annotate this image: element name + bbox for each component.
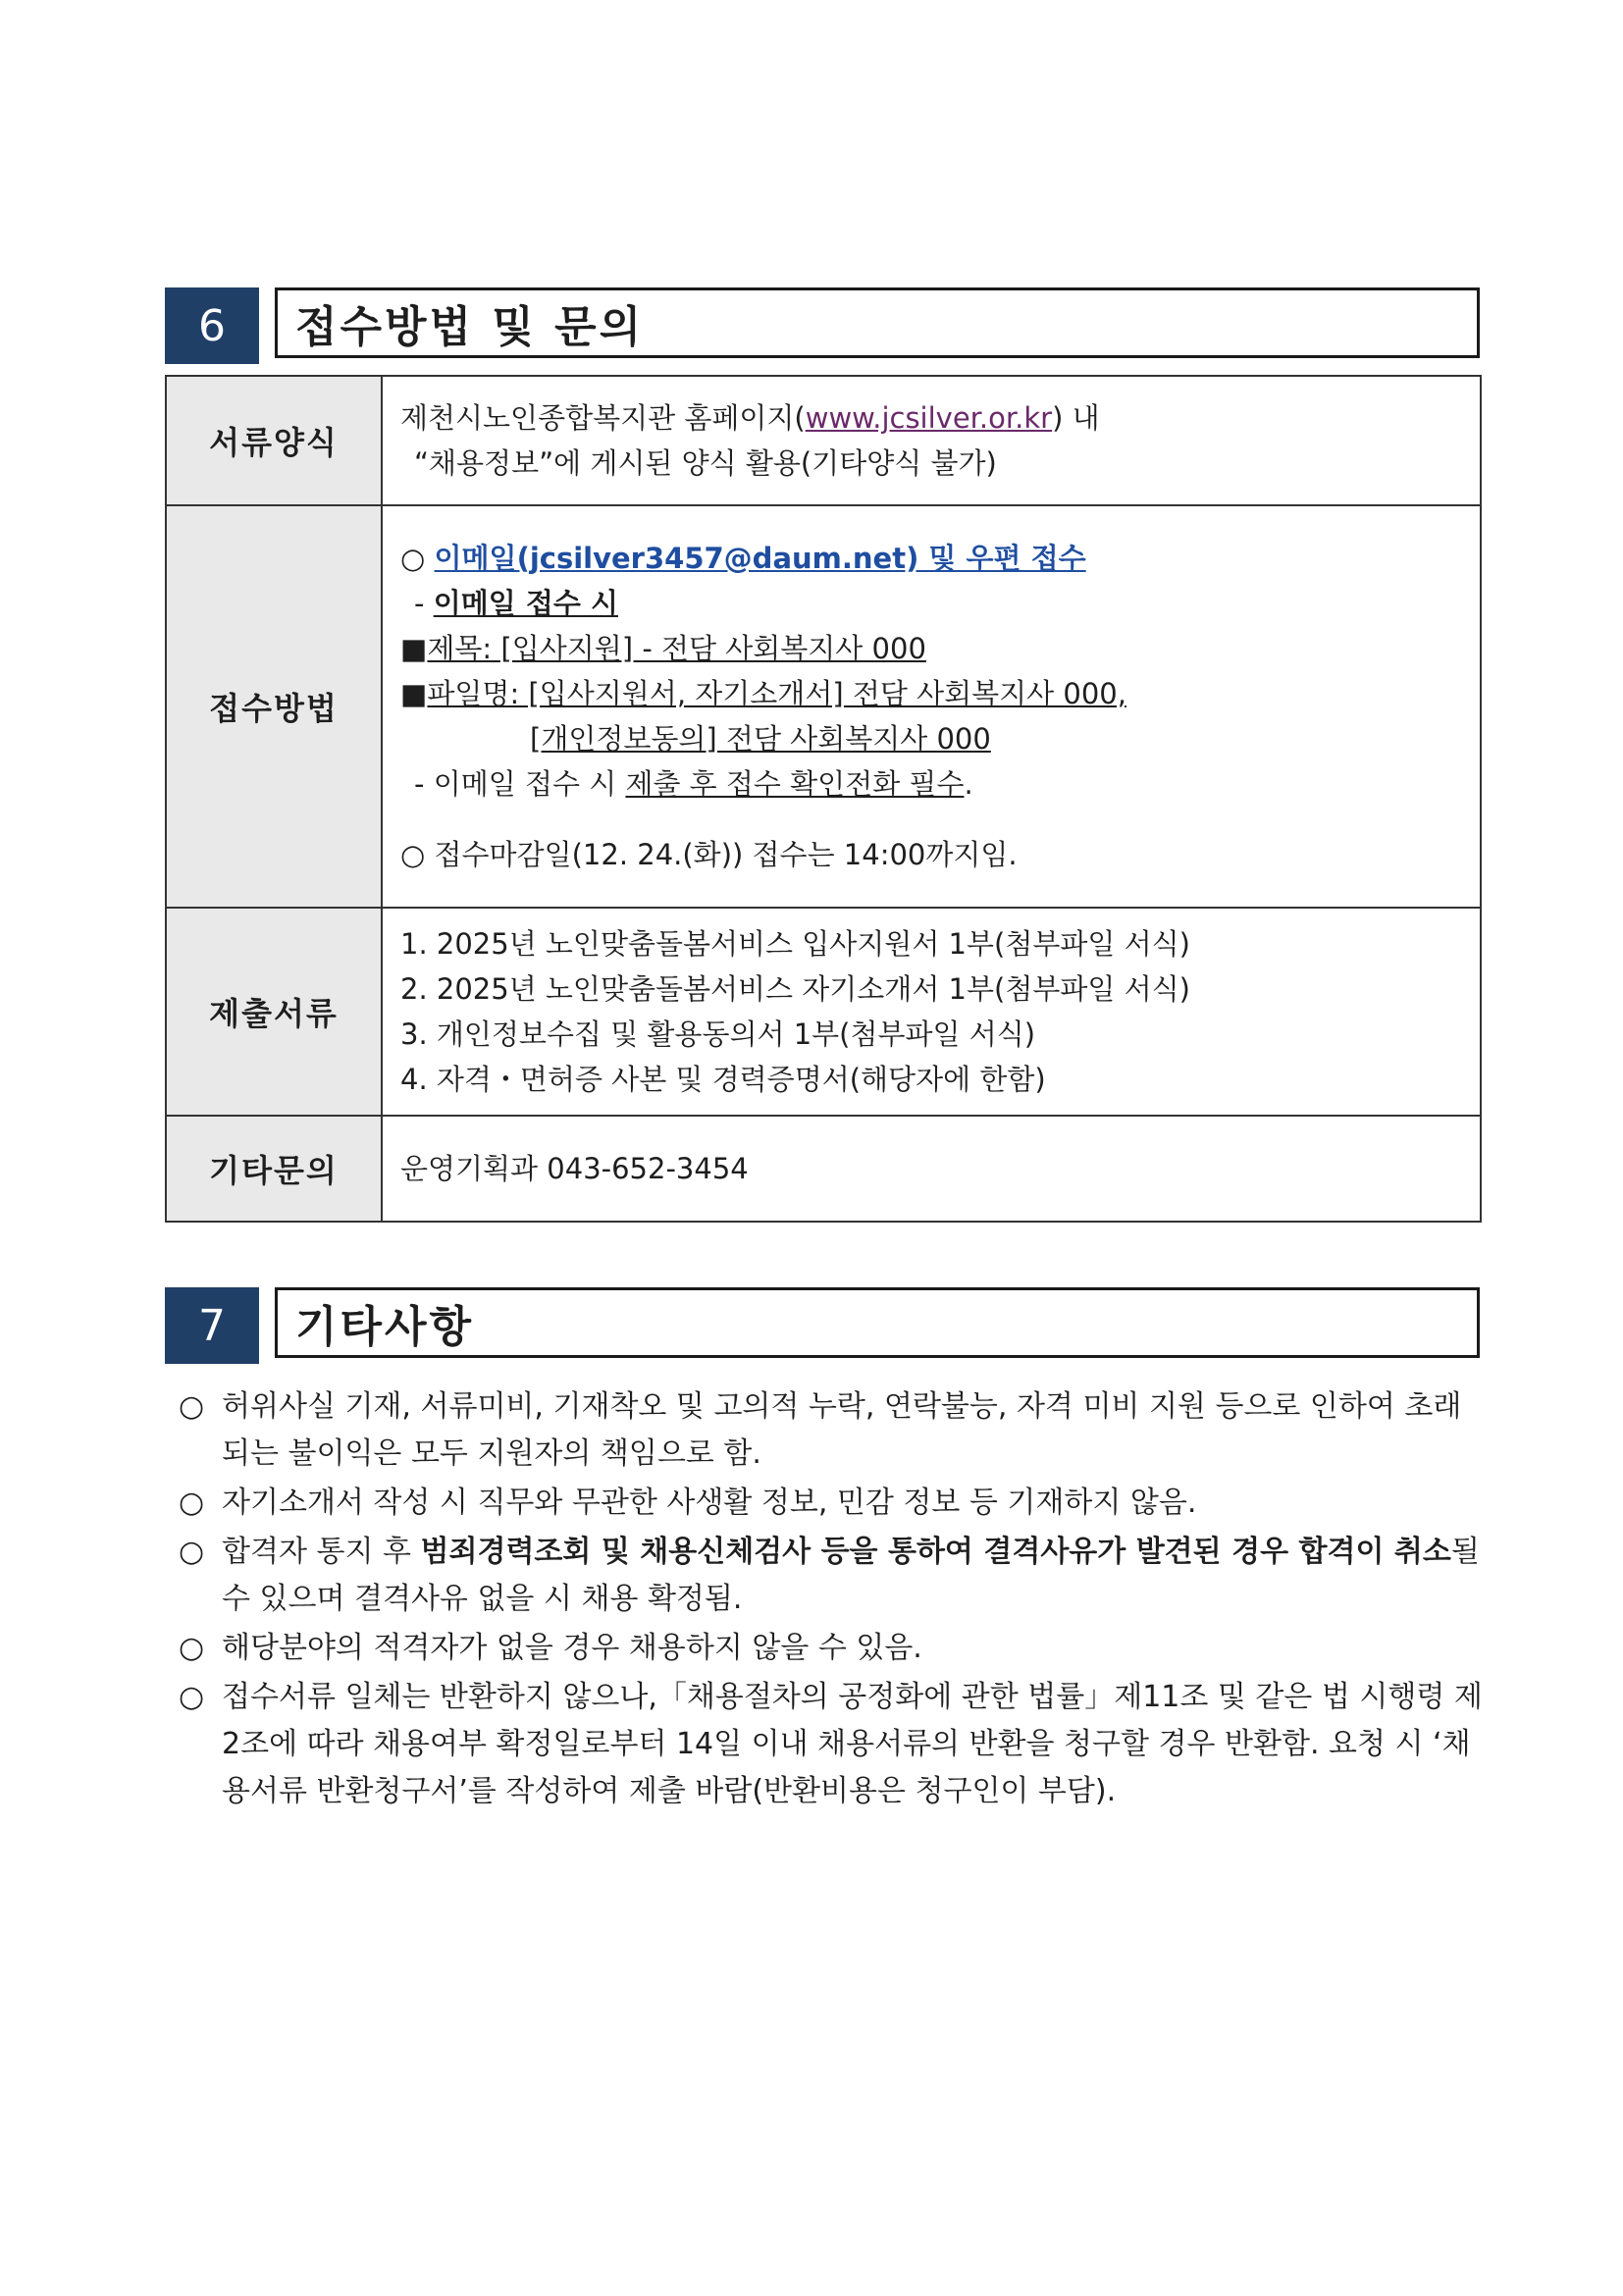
- list-item: [179, 1383, 1484, 1478]
- table-row-documents: [166, 908, 1481, 1116]
- dash: -: [414, 767, 425, 801]
- note-part: 될 수 있으며 결격사유 없을 시 채용 확정됨.: [222, 1535, 1480, 1616]
- circle-bullet: ○: [400, 838, 426, 871]
- note-text: 해당분야의 적격자가 없을 경우 채용하지 않을 수 있음.: [222, 1631, 922, 1665]
- filename-text: 파일명: [입사지원서, 자기소개서] 전담 사회복지사 000,: [427, 677, 1126, 710]
- application-info-table: [165, 375, 1482, 1223]
- list-item: [179, 1480, 1484, 1527]
- section-title: 접수방법 및 문의: [295, 302, 645, 352]
- forms-line-1: [400, 395, 1462, 441]
- email-when-text: 이메일 접수 시: [433, 587, 618, 620]
- notes-list: [179, 1383, 1484, 1817]
- filename-line: [400, 671, 1462, 716]
- circle-bullet: ○: [179, 1389, 205, 1424]
- document-item: 3. 개인정보수집 및 활용동의서 1부(첨부파일 서식): [400, 1018, 1036, 1051]
- row-label: 기타문의: [166, 1116, 382, 1222]
- row-label: 접수방법: [166, 505, 382, 908]
- note-text: 자기소개서 작성 시 직무와 무관한 사생활 정보, 민감 정보 등 기재하지 않음.: [222, 1486, 1197, 1520]
- note-text: 접수서류 일체는 반환하지 않으나,「채용절차의 공정화에 관한 법률」제11조 및 같은 법 시행령 제2조에 따라 채용여부 확정일로부터 14일 이내 채용서류의 반환을 청구할 경우 반환함. 요청 시 ‘채용서류 반환청구서’를 작성하여 제출 바람(반환비용은 청구인이 부담).: [222, 1680, 1483, 1808]
- section-number: 6: [165, 287, 259, 364]
- confirm-period: .: [964, 767, 973, 801]
- deadline-line: [400, 832, 1462, 877]
- square-bullet: ■: [400, 677, 428, 710]
- section-6-header: [165, 287, 1480, 364]
- note-text: 허위사실 기재, 서류미비, 기재착오 및 고의적 누락, 연락불능, 자격 미비 지원 등으로 인하여 초래되는 불이익은 모두 지원자의 책임으로 함.: [222, 1389, 1462, 1471]
- square-bullet: ■: [400, 632, 428, 665]
- subject-text: 제목: [입사지원] - 전담 사회복지사 000: [427, 632, 926, 665]
- deadline-text: 접수마감일(12. 24.(화)) 접수는 14:00까지임.: [434, 838, 1018, 871]
- subject-line: [400, 626, 1462, 671]
- email-link[interactable]: 이메일(jcsilver3457@daum.net) 및 우편 접수: [434, 542, 1086, 575]
- confirm-underlined: 제출 후 접수 확인전화 필수: [625, 767, 965, 801]
- document-item: 4. 자격・면허증 사본 및 경력증명서(해당자에 한함): [400, 1063, 1046, 1096]
- email-submission-line: [400, 536, 1462, 581]
- list-item: [179, 1625, 1484, 1672]
- section-number: 7: [165, 1287, 259, 1364]
- section-7-header: [165, 1287, 1480, 1364]
- circle-bullet: ○: [179, 1680, 205, 1714]
- filename-text-2: [개인정보동의] 전담 사회복지사 000: [530, 722, 991, 756]
- note-text: [222, 1529, 1484, 1623]
- circle-bullet: ○: [179, 1631, 205, 1665]
- forms-line-2: “채용정보”에 게시된 양식 활용(기타양식 불가): [414, 446, 997, 480]
- row-label: 제출서류: [166, 908, 382, 1116]
- table-row-contact: [166, 1116, 1481, 1222]
- spacer: [400, 807, 1462, 832]
- row-value: [382, 505, 1481, 908]
- document-item: 2. 2025년 노인맞춤돌봄서비스 자기소개서 1부(첨부파일 서식): [400, 972, 1190, 1006]
- confirm-call-line: [400, 761, 1462, 807]
- list-item: [179, 1674, 1484, 1815]
- circle-bullet: ○: [179, 1486, 205, 1520]
- row-label: 서류양식: [166, 376, 382, 505]
- section-title-box: [275, 287, 1480, 358]
- forms-text: 제천시노인종합복지관 홈페이지(: [400, 401, 806, 435]
- circle-bullet: ○: [179, 1535, 205, 1569]
- row-value: [382, 376, 1481, 505]
- forms-text: ) 내: [1052, 401, 1100, 435]
- dash: -: [414, 587, 425, 620]
- note-bold: 범죄경력조회 및 채용신체검사 등을 통하여 결격사유가 발견된 경우 합격이 취소: [420, 1535, 1451, 1569]
- section-title: 기타사항: [295, 1302, 475, 1352]
- row-value: 운영기획과 043-652-3454: [382, 1116, 1481, 1222]
- confirm-text: 이메일 접수 시: [433, 767, 626, 801]
- table-row-forms: [166, 376, 1481, 505]
- homepage-link[interactable]: www.jcsilver.or.kr: [805, 401, 1053, 435]
- circle-bullet: ○: [400, 542, 426, 575]
- row-value: [382, 908, 1481, 1116]
- email-when-line: [400, 581, 1462, 626]
- table-row-method: [166, 505, 1481, 908]
- list-item: [179, 1529, 1484, 1623]
- note-part: 합격자 통지 후: [222, 1535, 421, 1569]
- filename-line-2: [400, 716, 1462, 761]
- section-title-box: [275, 1287, 1480, 1358]
- document-item: 1. 2025년 노인맞춤돌봄서비스 입사지원서 1부(첨부파일 서식): [400, 927, 1190, 961]
